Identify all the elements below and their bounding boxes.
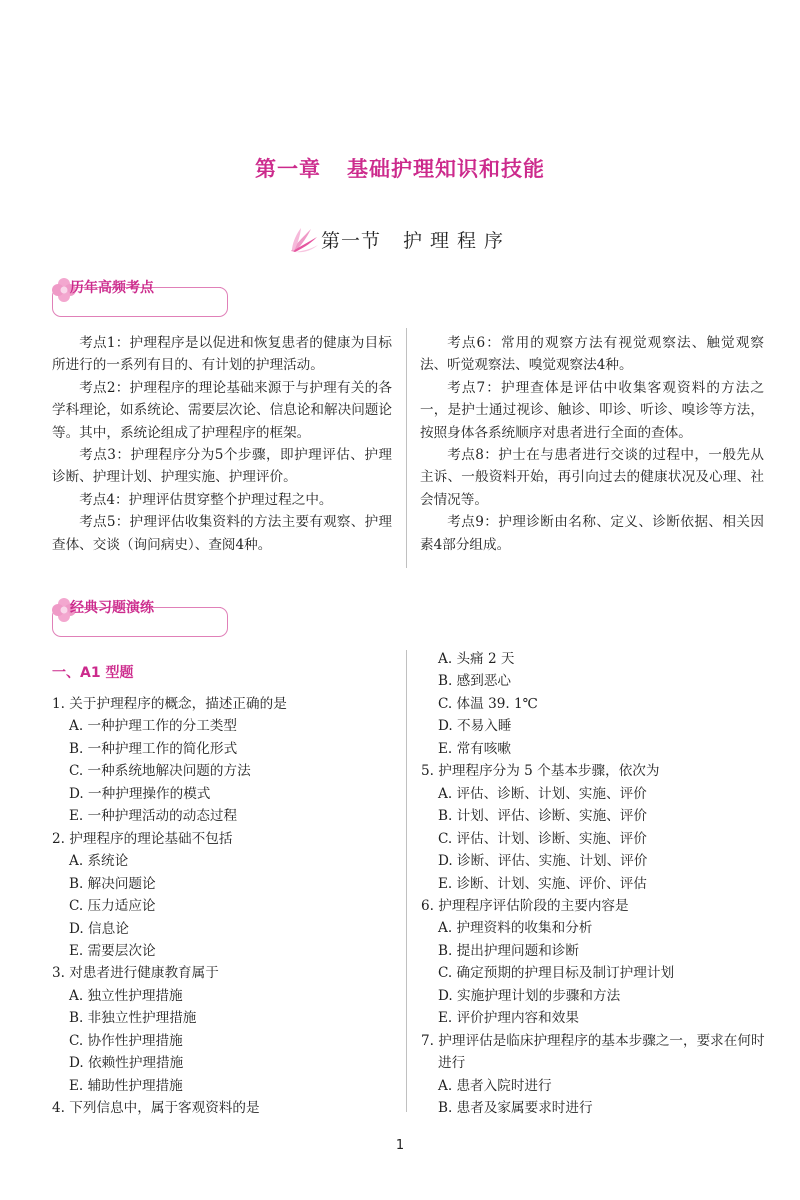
question-option: E. 诊断、计划、实施、评价、评估 <box>438 875 647 892</box>
question-option: E. 需要层次论 <box>69 942 156 959</box>
question-option: B. 一种护理工作的简化形式 <box>69 740 238 757</box>
question-option: B. 感到恶心 <box>438 673 512 690</box>
question-option: C. 一种系统地解决问题的方法 <box>69 763 251 780</box>
question-option: A. 头痛 2 天 <box>438 651 515 667</box>
exercises-label <box>52 600 228 637</box>
question-option: C. 体温 39. 1℃ <box>438 695 538 712</box>
key-points-label <box>52 280 228 317</box>
key-point: 考点2：护理程序的理论基础来源于与护理有关的各学科理论，如系统论、需要层次论、信息论和解决问题论等。其中，系统论组成了护理程序的框架。 <box>52 379 392 441</box>
section-title <box>0 226 800 253</box>
key-points-left-column <box>52 332 392 556</box>
question-stem: 3. 对患者进行健康教育属于 <box>52 965 219 982</box>
question-option: C. 协作性护理措施 <box>69 1032 183 1049</box>
question-option: D. 一种护理操作的模式 <box>69 785 211 802</box>
key-point: 考点8：护士在与患者进行交谈的过程中，一般先从主诉、一般资料开始，再引向过去的健康状况及心理、社会情况等。 <box>420 447 764 508</box>
chapter-number: 第一章 <box>255 157 321 181</box>
question-option: B. 提出护理问题和诊断 <box>438 942 579 959</box>
question-option: B. 非独立性护理措施 <box>69 1010 197 1027</box>
question-type-heading: 一、A1 型题 <box>52 665 134 681</box>
question-stem: 7. 护理评估是临床护理程序的基本步骤之一，要求在何时进行 <box>421 1032 765 1072</box>
question-option: D. 实施护理计划的步骤和方法 <box>438 987 621 1004</box>
key-points-label-text: 历年高频考点 <box>70 280 154 296</box>
question-option: C. 评估、计划、诊断、实施、评价 <box>438 830 647 847</box>
question-stem: 1. 关于护理程序的概念，描述正确的是 <box>52 696 287 712</box>
question-stem: 4. 下列信息中，属于客观资料的是 <box>52 1100 260 1117</box>
question-stem: 5. 护理程序分为 5 个基本步骤，依次为 <box>421 763 660 780</box>
question-option: D. 依赖性护理措施 <box>69 1055 184 1072</box>
key-point: 考点1：护理程序是以促进和恢复患者的健康为目标所进行的一系列有目的、有计划的护理活动。 <box>52 335 392 374</box>
question-stem: 6. 护理程序评估阶段的主要内容是 <box>421 897 629 914</box>
key-points-right-column <box>420 332 764 556</box>
question-option: B. 患者及家属要求时进行 <box>438 1100 593 1117</box>
question-option: D. 诊断、评估、实施、计划、评价 <box>438 853 648 870</box>
section-number: 第一节 <box>320 230 381 252</box>
key-point: 考点3：护理程序分为5个步骤，即护理评估、护理诊断、护理计划、护理实施、护理评价。 <box>52 447 392 486</box>
key-point: 考点9：护理诊断由名称、定义、诊断依据、相关因素4部分组成。 <box>420 514 764 553</box>
key-point: 考点4：护理评估贯穿整个护理过程之中。 <box>79 491 333 508</box>
question-option: A. 护理资料的收集和分析 <box>438 920 593 937</box>
exercises-label-text: 经典习题演练 <box>70 600 154 616</box>
question-option: E. 评价护理内容和效果 <box>438 1010 579 1027</box>
question-option: C. 确定预期的护理目标及制订护理计划 <box>438 965 675 982</box>
question-option: B. 解决问题论 <box>69 875 156 892</box>
key-point: 考点7：护理查体是评估中收集客观资料的方法之一，是护士通过视诊、触诊、叩诊、听诊、嗅诊等方法，按照身体各系统顺序对患者进行全面的查体。 <box>420 379 764 441</box>
question-option: A. 系统论 <box>69 853 129 870</box>
question-option: C. 压力适应论 <box>69 898 156 915</box>
column-divider <box>406 328 407 568</box>
question-option: E. 辅助性护理措施 <box>69 1077 183 1094</box>
section-name: 护理程序 <box>403 230 512 252</box>
key-point: 考点5：护理评估收集资料的方法主要有观察、护理查体、交谈（询问病史）、查阅4种。 <box>52 514 392 553</box>
question-option: A. 评估、诊断、计划、实施、评价 <box>438 785 647 802</box>
column-divider <box>406 650 407 1112</box>
page-number: 1 <box>395 1138 405 1153</box>
chapter-title <box>0 153 800 183</box>
question-option: D. 信息论 <box>69 920 129 937</box>
chapter-name: 基础护理知识和技能 <box>347 157 545 181</box>
question-option: D. 不易入睡 <box>438 718 512 735</box>
question-option: B. 计划、评估、诊断、实施、评价 <box>438 808 647 825</box>
question-stem: 2. 护理程序的理论基础不包括 <box>52 830 233 847</box>
questions-left-column <box>52 693 397 1120</box>
questions-right-column <box>421 648 766 1120</box>
key-point: 考点6：常用的观察方法有视觉观察法、触觉观察法、听觉观察法、嗅觉观察法4种。 <box>420 335 764 374</box>
question-option: A. 患者入院时进行 <box>438 1077 552 1094</box>
question-option: E. 常有咳嗽 <box>438 740 511 757</box>
question-option: A. 一种护理工作的分工类型 <box>69 718 237 735</box>
question-option: E. 一种护理活动的动态过程 <box>69 808 238 825</box>
question-option: A. 独立性护理措施 <box>69 987 183 1004</box>
flower-icon <box>289 227 319 253</box>
